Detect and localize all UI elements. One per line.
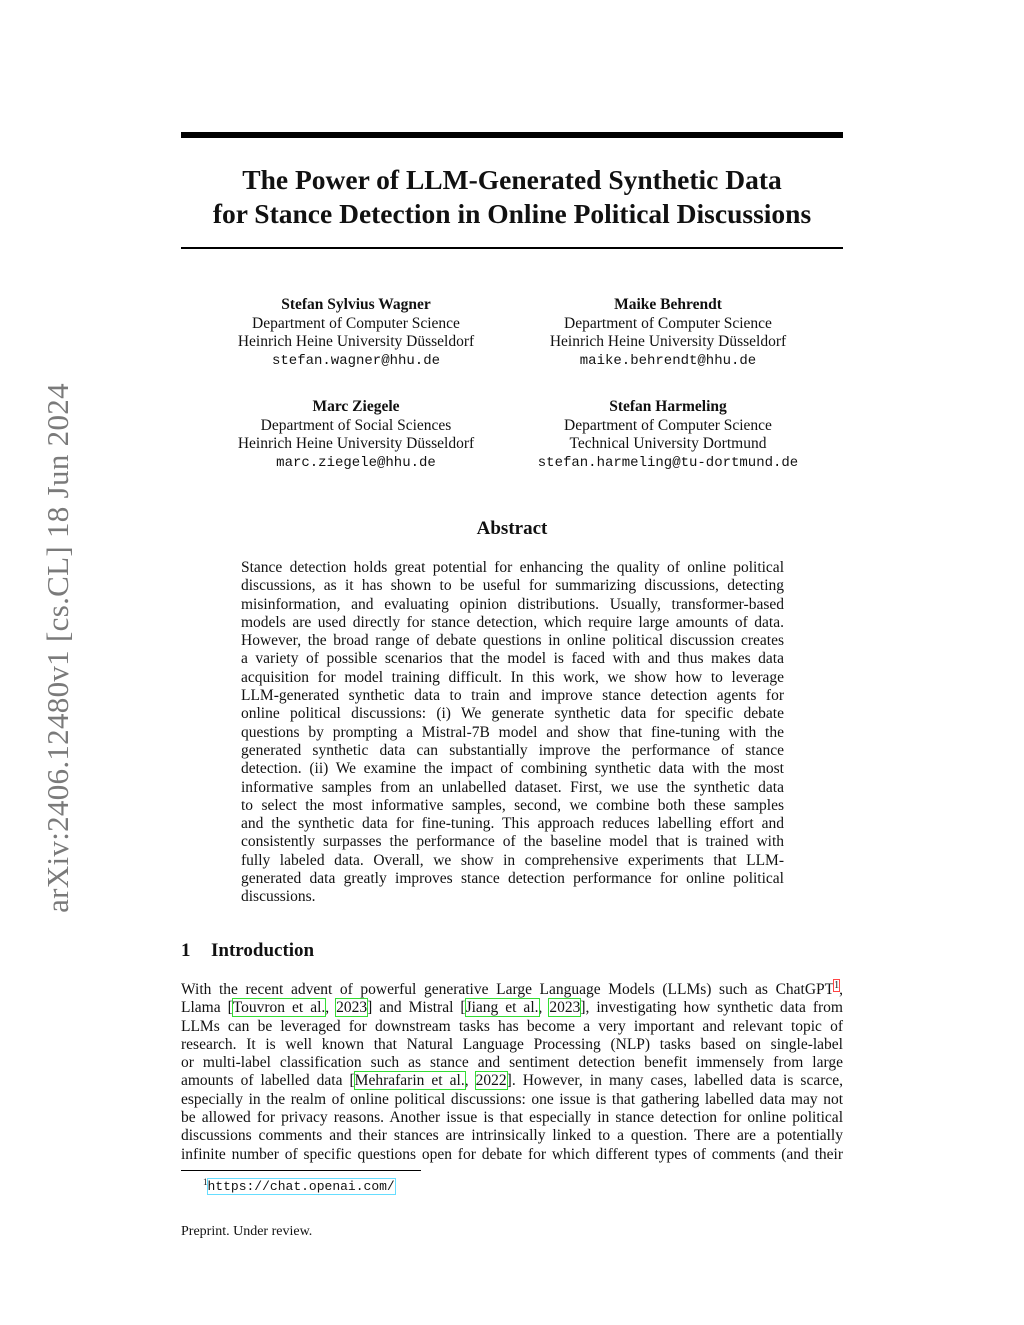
footnote-mark: 1 — [203, 1177, 208, 1187]
abstract-line: misinformation, and evaluating opinion distributions. Usually, transformer-based — [241, 595, 784, 613]
abstract-line: online political discussions: (i) We generate synthetic data for specific debate — [241, 705, 784, 723]
abstract-line: questions by prompting a Mistral-7B model and show that fine-tuning with the — [241, 723, 784, 741]
abstract-line: detection. (ii) We examine the impact of combining synthetic data with the most — [241, 760, 784, 778]
author-name: Maike Behrendt — [614, 296, 722, 313]
intro-text: Llama [ — [181, 999, 233, 1017]
author-email[interactable]: stefan.harmeling@tu-dortmund.de — [537, 454, 799, 471]
abstract-line: and the synthetic data for fine-tuning. This approach reduces labelling effort and — [241, 815, 784, 833]
citation-link[interactable]: 2023 — [336, 999, 368, 1017]
intro-text: , — [538, 999, 550, 1017]
author-email[interactable]: stefan.wagner@hhu.de — [271, 352, 441, 369]
intro-line: especially in the realm of online political discussions: one issue is that gathering labelled data may not — [181, 1090, 843, 1108]
abstract-line: to select the most informative samples, second, we combine both these samples — [241, 796, 784, 814]
abstract-line: However, the broad range of debate questions in online political discussion creates — [241, 632, 784, 650]
abstract-line: a variety of possible scenarios that the model is faced with and thus makes data — [241, 650, 784, 668]
intro-text: amounts of labelled data [ — [181, 1072, 355, 1090]
author-name: Stefan Sylvius Wagner — [281, 296, 431, 313]
author-block-4 — [508, 398, 828, 472]
intro-text: ]. However, in many cases, labelled data is scarce, — [506, 1072, 843, 1090]
author-name: Stefan Harmeling — [609, 398, 727, 415]
author-department: Department of Computer Science — [564, 314, 772, 332]
intro-text: , — [325, 999, 337, 1017]
footnote-url-link[interactable]: https://chat.openai.com/ — [207, 1179, 395, 1195]
author-institution: Heinrich Heine University Düsseldorf — [549, 333, 787, 350]
citation-link[interactable]: 2023 — [549, 999, 581, 1017]
abstract-line: fully labeled data. Overall, we show in comprehensive experiments that LLM- — [241, 851, 784, 869]
title-line-2: for Stance Detection in Online Political Discussions — [212, 198, 812, 229]
intro-line — [181, 981, 843, 999]
intro-text: ], investigating how synthetic data from — [580, 999, 843, 1017]
citation-link[interactable]: 2022 — [475, 1072, 507, 1090]
author-institution: Heinrich Heine University Düsseldorf — [237, 333, 475, 350]
author-institution: Heinrich Heine University Düsseldorf — [237, 435, 475, 452]
author-email[interactable]: maike.behrendt@hhu.de — [579, 352, 757, 369]
abstract-line: informative samples from an unlabelled dataset. First, we use the synthetic data — [241, 778, 784, 796]
intro-text: , — [839, 981, 843, 998]
citation-link[interactable]: Jiang et al. — [465, 999, 539, 1017]
section-heading-introduction — [181, 940, 314, 962]
author-institution: Technical University Dortmund — [569, 435, 767, 452]
title-line-1: The Power of LLM-Generated Synthetic Data — [242, 164, 782, 195]
author-block-2 — [508, 296, 828, 370]
section-number: 1 — [181, 940, 191, 961]
author-block-3 — [196, 398, 516, 472]
citation-link[interactable]: Touvron et al. — [232, 999, 326, 1017]
intro-text: , — [464, 1072, 476, 1090]
intro-line — [181, 1072, 843, 1090]
abstract-line: consistently surpasses the performance of the baseline model that is trained with — [241, 833, 784, 851]
citation-link[interactable]: Mehrafarin et al. — [354, 1072, 465, 1090]
intro-text: ] and Mistral [ — [367, 999, 466, 1017]
arxiv-identifier-stamp: arXiv:2406.12480v1 [cs.CL] 18 Jun 2024 — [40, 383, 75, 913]
abstract-line: LLM-generated synthetic data to train and improve stance detection agents for — [241, 687, 784, 705]
abstract-line: discussions. — [241, 888, 316, 906]
footnote-divider — [181, 1170, 421, 1171]
intro-line: research. It is well known that Natural Language Processing (NLP) tasks based on single-label — [181, 1035, 843, 1053]
intro-line: be allowed for privacy reasons. Another issue is that especially in stance detection for online political — [181, 1109, 843, 1127]
abstract-heading: Abstract — [476, 518, 548, 539]
footnote-reference-link[interactable]: 1 — [834, 979, 840, 991]
abstract-line: Stance detection holds great potential for enhancing the quality of online political — [241, 559, 784, 576]
abstract-line: models are used directly for stance detection, which require large amounts of data. — [241, 613, 784, 631]
author-email[interactable]: marc.ziegele@hhu.de — [276, 454, 436, 471]
intro-line: discussions comments and their stances are intrinsically linked to a question. There are a potentially — [181, 1127, 843, 1145]
title-bottom-rule — [181, 247, 843, 249]
author-department: Department of Computer Science — [564, 416, 772, 434]
intro-line: infinite number of specific questions open for debate for which different types of comments (and their — [181, 1145, 843, 1163]
author-name: Marc Ziegele — [312, 398, 400, 415]
abstract-line: acquisition for model training difficult. In this work, we show how to leverage — [241, 668, 784, 686]
abstract-line: generated synthetic data can substantially improve the performance of stance — [241, 741, 784, 759]
author-department: Department of Social Sciences — [260, 416, 452, 434]
preprint-note: Preprint. Under review. — [181, 1224, 313, 1239]
abstract-body — [241, 559, 784, 907]
intro-line: or multi-label classification such as stance and sentiment detection benefit immensely from large — [181, 1054, 843, 1072]
author-department: Department of Computer Science — [252, 314, 460, 332]
author-block-1 — [196, 296, 516, 370]
abstract-line: generated data greatly improves stance detection performance for online political — [241, 870, 784, 888]
intro-text: With the recent advent of powerful generative Large Language Models (LLMs) such as ChatGPT — [181, 981, 835, 998]
introduction-body — [181, 981, 843, 1164]
abstract-line: discussions, as it has shown to be useful for summarizing discussions, detecting — [241, 577, 784, 595]
section-title: Introduction — [211, 940, 315, 961]
intro-line: LLMs can be leveraged for downstream tasks has become a very important and relevant topic of — [181, 1017, 843, 1035]
title-top-rule — [181, 132, 843, 138]
footnote — [203, 1177, 395, 1194]
paper-title — [181, 163, 843, 231]
intro-line — [181, 999, 843, 1017]
